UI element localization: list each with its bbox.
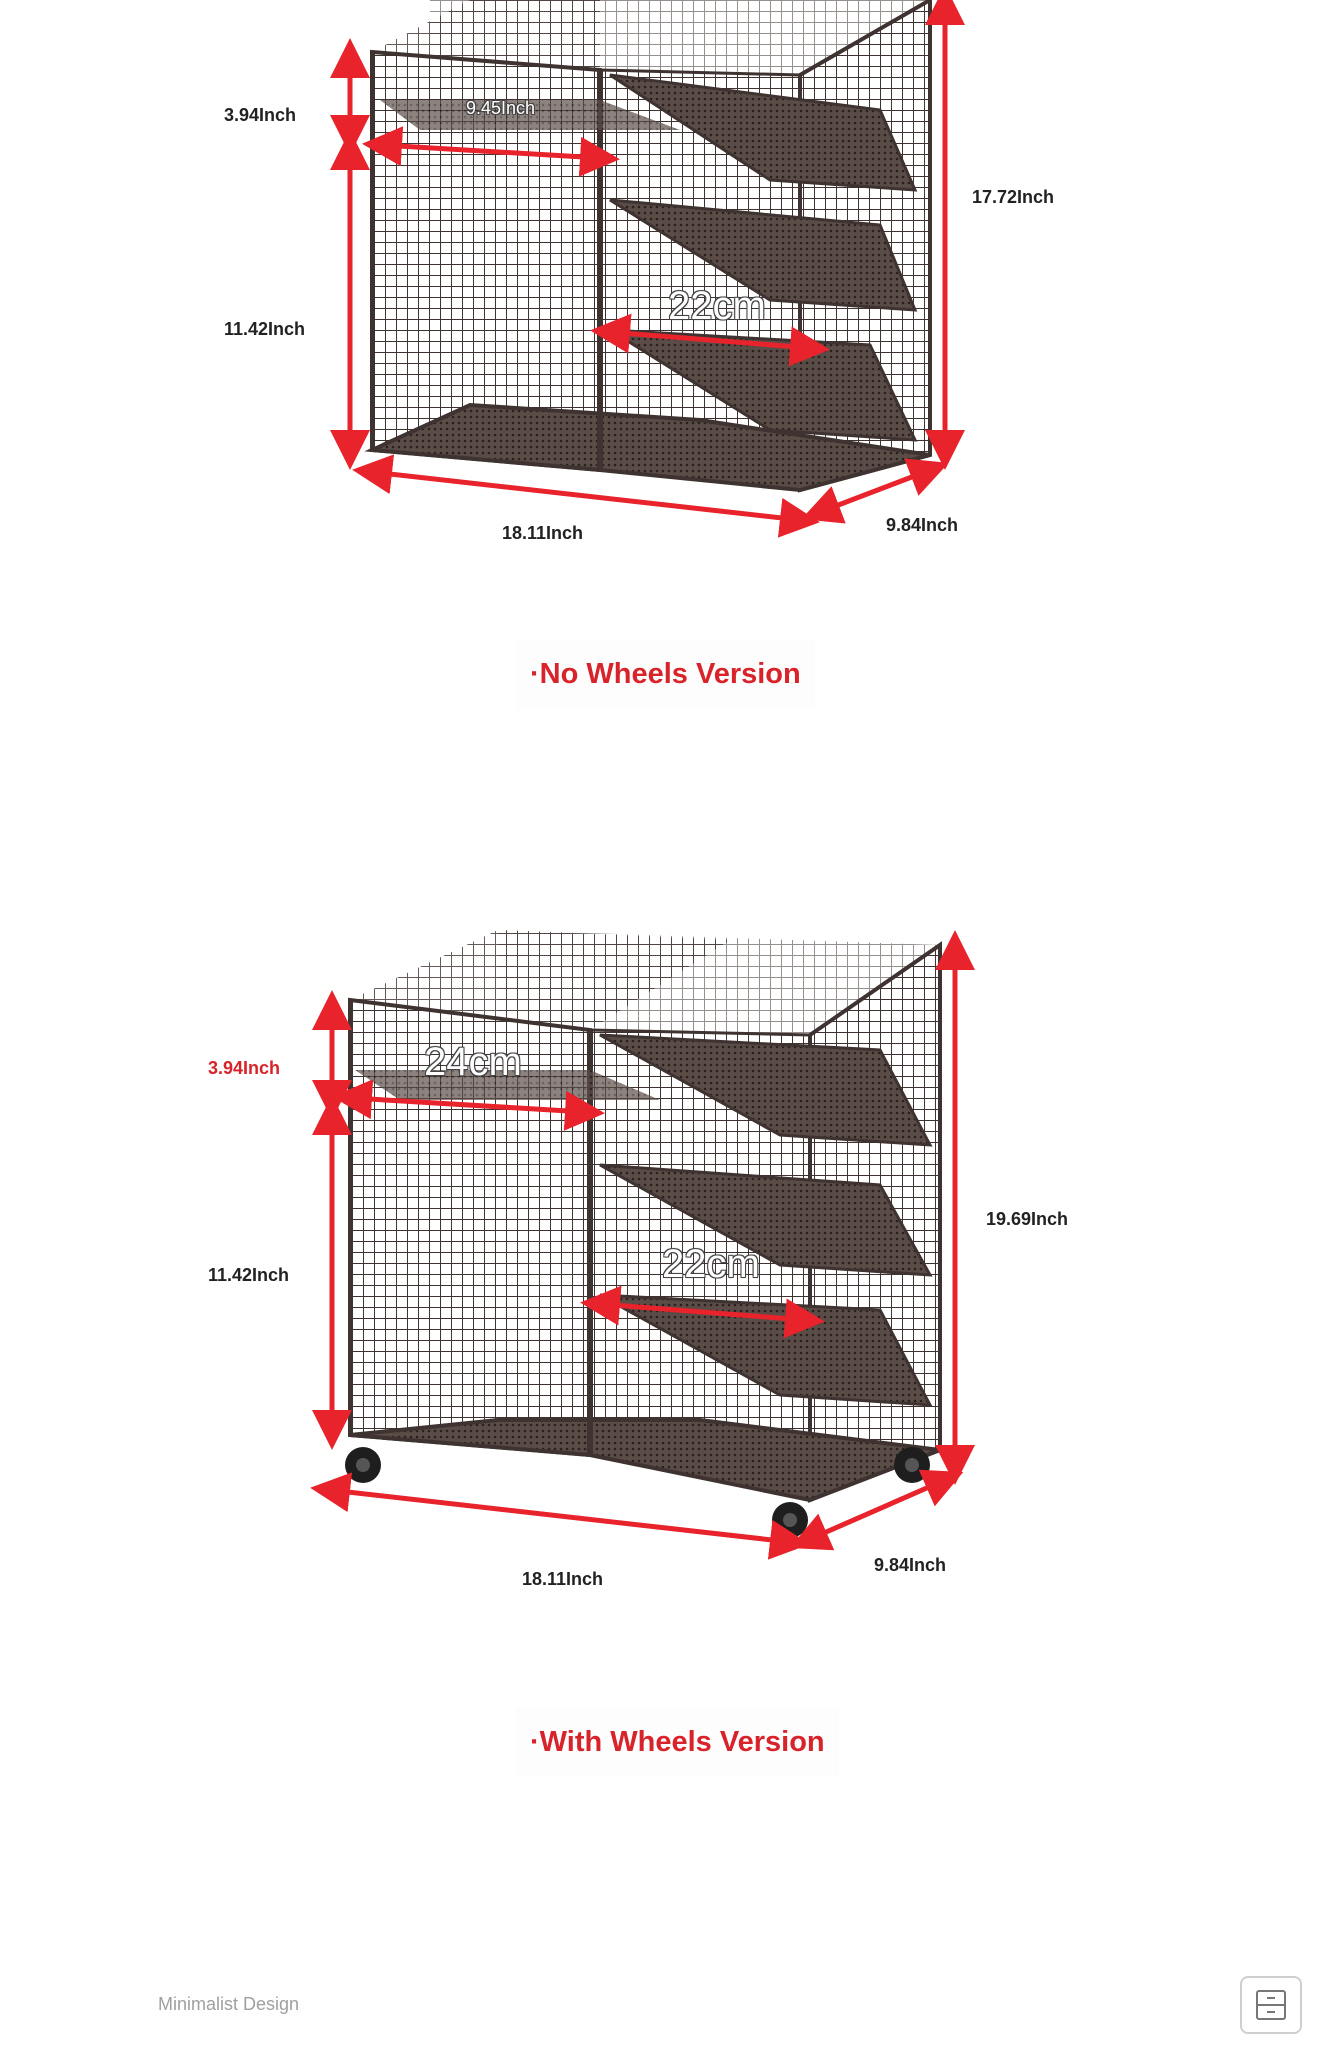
dim-top-height: 3.94Inch xyxy=(190,1045,298,1091)
overlay-shelf-width-label: 22cm xyxy=(668,284,766,328)
dim-lower-height: 11.42Inch xyxy=(206,306,323,352)
caption-no-wheels-version: ·No Wheels Version xyxy=(516,640,815,709)
dim-lower-height: 11.42Inch xyxy=(190,1252,307,1298)
product-figure-with-wheels xyxy=(0,900,1322,1620)
caption-with-wheels-version: ·With Wheels Version xyxy=(516,1708,839,1777)
cabinet-icon xyxy=(1254,1988,1288,2022)
caster-wheel xyxy=(894,1447,930,1483)
dim-depth: 9.84Inch xyxy=(856,1542,964,1588)
cabinet-illustration-no-wheels xyxy=(0,0,1322,600)
dim-total-height: 17.72Inch xyxy=(954,174,1072,220)
dim-width: 18.11Inch xyxy=(484,510,601,556)
dim-total-height: 19.69Inch xyxy=(968,1196,1086,1242)
overlay-shelf-width-label: 22cm xyxy=(662,1242,760,1286)
caster-wheel xyxy=(345,1447,381,1483)
cabinet-menu-button[interactable] xyxy=(1240,1976,1302,2034)
dim-top-height: 3.94Inch xyxy=(206,92,314,138)
overlay-top-width-label: 9.45Inch xyxy=(466,98,536,118)
dim-width: 18.11Inch xyxy=(504,1556,621,1602)
dim-depth: 9.84Inch xyxy=(868,502,976,548)
product-figure-no-wheels xyxy=(0,0,1322,600)
overlay-top-width-label: 24cm xyxy=(424,1040,522,1084)
caster-wheel xyxy=(772,1502,808,1538)
footer-label: Minimalist Design xyxy=(158,1994,300,2014)
